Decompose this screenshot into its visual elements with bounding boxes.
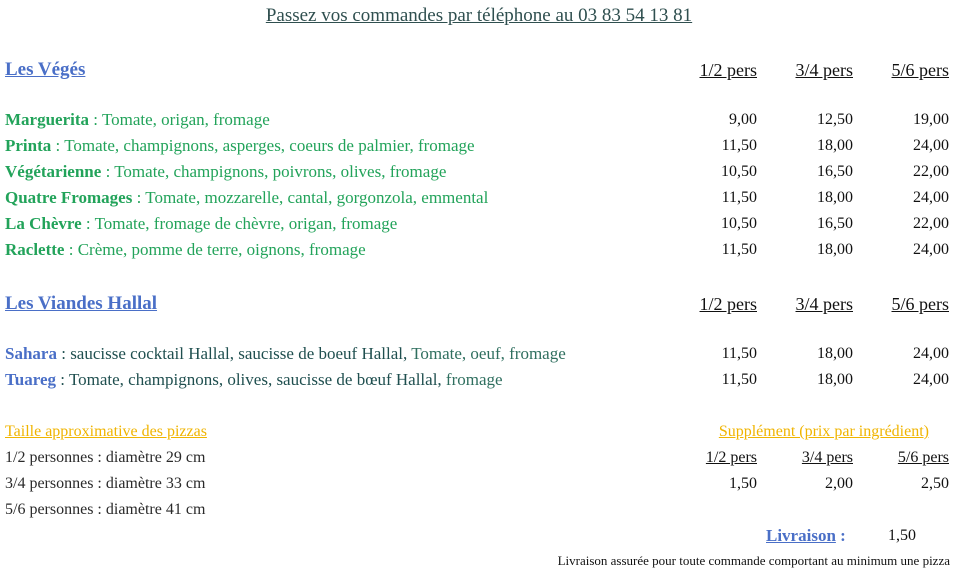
supplement-head-2: 3/4 pers — [801, 449, 853, 466]
menu-item — [5, 188, 488, 208]
supplement-head-1: 1/2 pers — [705, 449, 757, 466]
delivery-label — [766, 526, 846, 546]
price: 22,00 — [913, 163, 949, 180]
menu-item — [5, 370, 503, 390]
section-title-veg: Les Végés — [5, 59, 86, 80]
price: 22,00 — [913, 215, 949, 232]
price: 9,00 — [729, 111, 757, 128]
supplement-title: Supplément (prix par ingrédient) — [718, 423, 929, 440]
pizza-name: Printa — [5, 136, 52, 155]
pizza-desc: : Tomate, champignons, asperges, coeurs de palmier, fromage — [51, 136, 475, 155]
pizza-name: Quatre Fromages — [5, 188, 133, 207]
pizza-desc: : Crème, pomme de terre, oignons, fromage — [64, 240, 366, 259]
menu-item — [5, 110, 270, 130]
pizza-name: Tuareg — [5, 370, 57, 389]
price: 16,50 — [817, 215, 853, 232]
pizza-desc-extra: Tomate, oeuf, fromage — [411, 344, 566, 363]
price: 18,00 — [817, 241, 853, 258]
price: 11,50 — [721, 371, 757, 388]
price: 18,00 — [817, 345, 853, 362]
size-line: 3/4 personnes : diamètre 33 cm — [5, 475, 206, 492]
pizza-name: Sahara — [5, 344, 57, 363]
meat-col-head-1: 1/2 pers — [699, 294, 757, 314]
price: 10,50 — [721, 215, 757, 232]
supplement-price: 2,50 — [921, 475, 949, 492]
price: 18,00 — [817, 189, 853, 206]
menu-item — [5, 240, 366, 260]
delivery-label-text: Livraison — [766, 526, 836, 545]
menu-item — [5, 214, 397, 234]
pizza-desc: : Tomate, mozzarelle, cantal, gorgonzola, emmental — [132, 188, 489, 207]
menu-item — [5, 136, 475, 156]
price: 18,00 — [817, 371, 853, 388]
price: 24,00 — [913, 345, 949, 362]
delivery-note: Livraison assurée pour toute commande comportant au minimum une pizza — [557, 553, 950, 568]
supplement-price: 1,50 — [729, 475, 757, 492]
size-line: 1/2 personnes : diamètre 29 cm — [5, 449, 206, 466]
price: 24,00 — [913, 371, 949, 388]
price: 24,00 — [913, 137, 949, 154]
pizza-name: Raclette — [5, 240, 65, 259]
price: 16,50 — [817, 163, 853, 180]
delivery-label-sep: : — [835, 526, 846, 545]
pizza-name: La Chèvre — [5, 214, 82, 233]
menu-item — [5, 344, 566, 364]
price: 12,50 — [817, 111, 853, 128]
pizza-desc: : Tomate, origan, fromage — [89, 110, 270, 129]
pizza-desc-extra: fromage — [445, 370, 503, 389]
pizza-name: Végétarienne — [5, 162, 102, 181]
price: 24,00 — [913, 189, 949, 206]
veg-col-head-3: 5/6 pers — [891, 60, 949, 80]
price: 19,00 — [913, 111, 949, 128]
pizza-name: Marguerita — [5, 110, 90, 129]
delivery-price: 1,50 — [888, 527, 916, 544]
veg-col-head-1: 1/2 pers — [699, 60, 757, 80]
price: 11,50 — [721, 241, 757, 258]
supplement-price: 2,00 — [825, 475, 853, 492]
veg-col-head-2: 3/4 pers — [795, 60, 853, 80]
phone-line: Passez vos commandes par téléphone au 03 83 54 13 81 — [265, 5, 693, 26]
pizza-desc: : Tomate, champignons, poivrons, olives, fromage — [101, 162, 447, 181]
size-line: 5/6 personnes : diamètre 41 cm — [5, 501, 206, 518]
section-title-meat: Les Viandes Hallal — [5, 293, 158, 314]
pizza-desc: : Tomate, fromage de chèvre, origan, fromage — [81, 214, 398, 233]
price: 18,00 — [817, 137, 853, 154]
price: 11,50 — [721, 137, 757, 154]
supplement-head-3: 5/6 pers — [897, 449, 949, 466]
menu-item — [5, 162, 446, 182]
pizza-desc: : saucisse cocktail Hallal, saucisse de boeuf Hallal, — [56, 344, 412, 363]
price: 10,50 — [721, 163, 757, 180]
price: 11,50 — [721, 189, 757, 206]
pizza-desc: : Tomate, champignons, olives, saucisse de bœuf Hallal, — [56, 370, 446, 389]
meat-col-head-3: 5/6 pers — [891, 294, 949, 314]
price: 24,00 — [913, 241, 949, 258]
meat-col-head-2: 3/4 pers — [795, 294, 853, 314]
sizes-title: Taille approximative des pizzas — [5, 423, 207, 440]
price: 11,50 — [721, 345, 757, 362]
